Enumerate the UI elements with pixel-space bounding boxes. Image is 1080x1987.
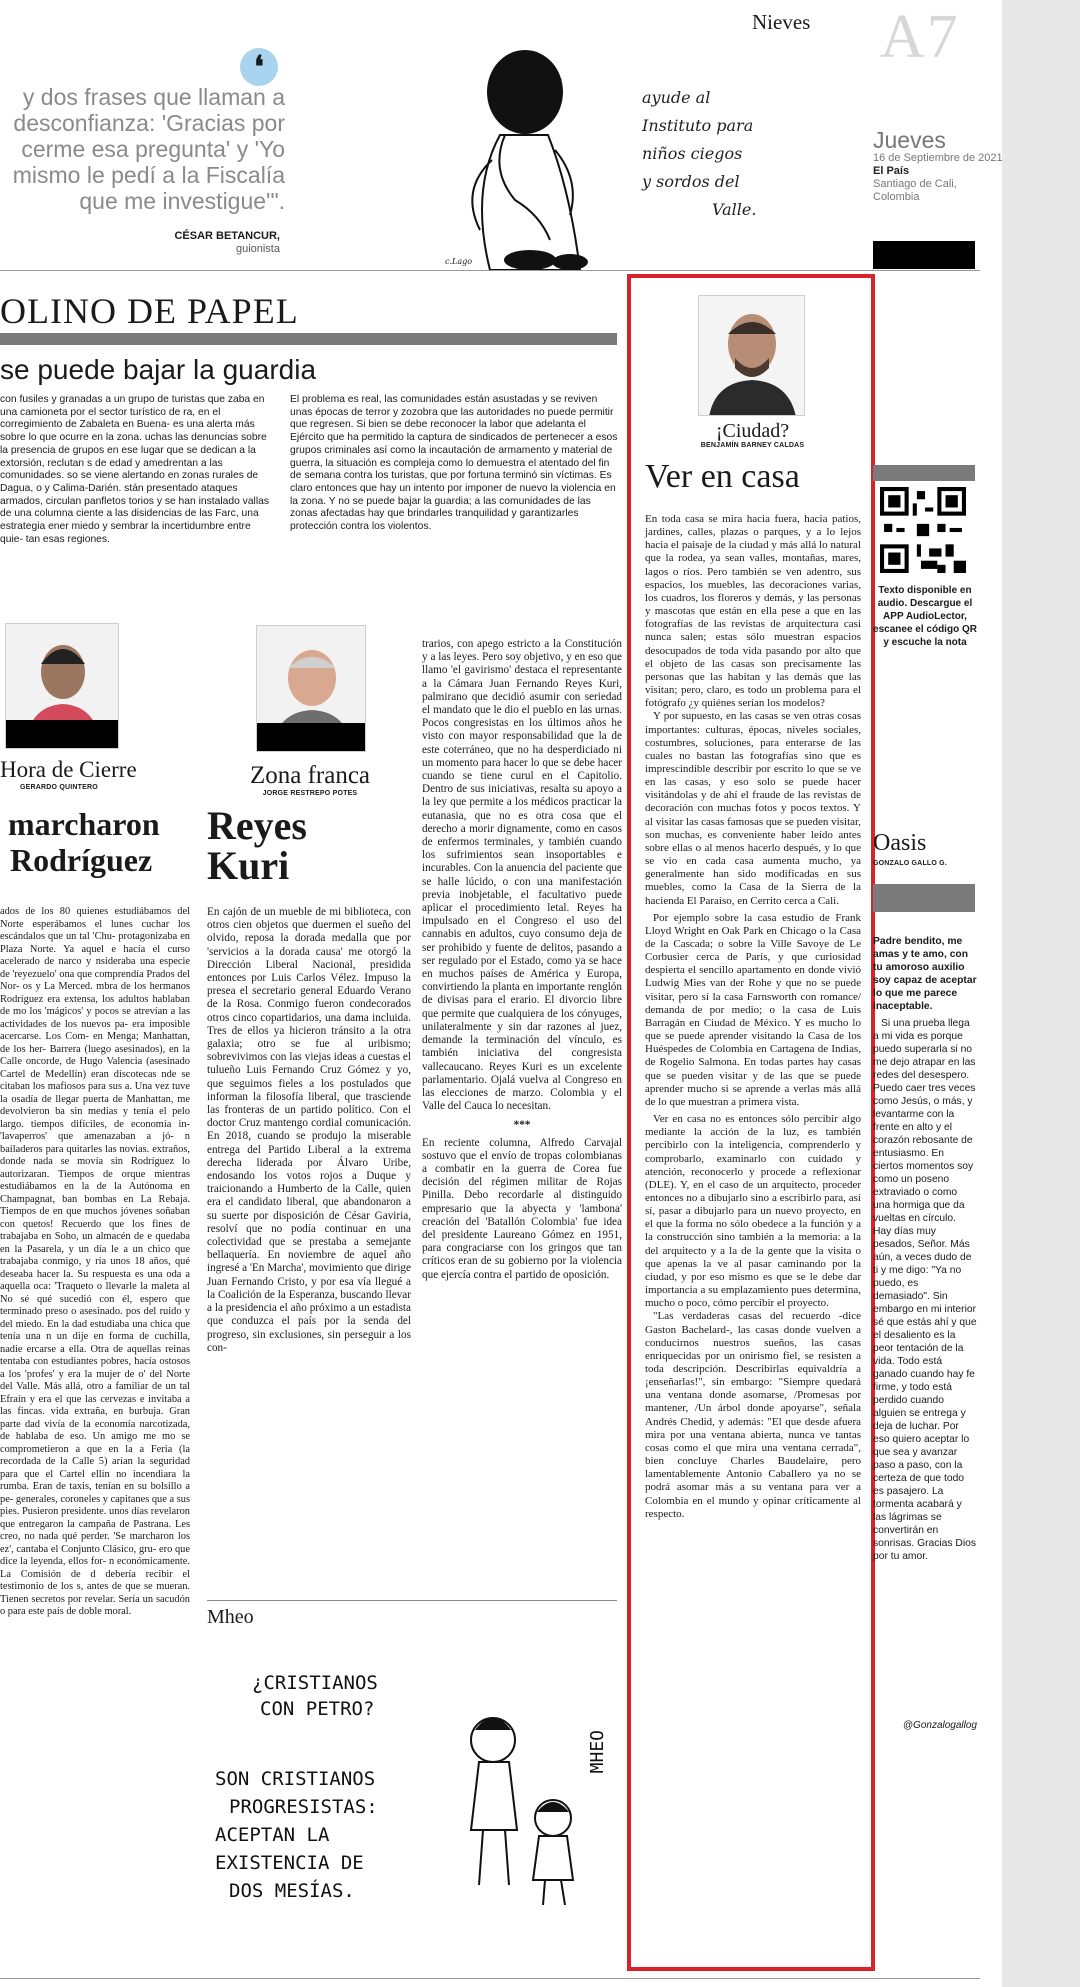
oasis-body: Si una prueba llega a mi vida es porque puedo superarla si no me dejo atrapar en las redes del desespero. Puedo caer tres veces como Jesús, o más, y levantarme con la frente en alto y el corazón rebosante de entusiasmo. En ciertos momentos soy como un poseno extraviado o como una hormiga que da vueltas en círculo. Hay días muy pesados, Señor. Más aún, a veces dudo de ti y me digo: "Ya no puedo, es demasiado". Sin embargo en mi interior sé que estás ahí y que el desaliento es la peor tentación de la vida. Todo está ganado cuando hay fe firme, y todo está perdido cuando alguien se entrega y deja de luchar. Por eso quiero aceptar lo que sea y avanzar paso a paso, con la certeza de que todo es pasajero. La tormenta acabará y las lágrimas se convertirán en sonrisas. Gracias Dios por tu amor. (873, 1018, 977, 1562)
quote-role: guionista (235, 243, 280, 255)
author-photo-quintero (5, 623, 119, 749)
zona-col-b-text: trarios, con apego estricto a la Constitución y a las leyes. Pero soy objetivo, y en eso que llamo 'el gavirismo' destaca el representante a la Cámara Juan Fernando Reyes Kuri, palmirano que decidió asumir con seriedad el mandato que le dio el pueblo en las urnas. Pocos congresistas en los últimos años he visto con mayor responsabilidad que la de este coterráneo, que no ha desperdiciado ni un momento para hacer lo que se debe hacer cuando se tiene curul en el Capitolio. Dentro de sus iniciativas, resalta su apoyo a la ley que permite a los médicos practicar la eutanasia, que no es otra cosa que el derecho a morir dignamente, como en casos de enfermos terminales, y también cuando los sufrimientos sean insoportables e incurables. Con la anuencia del paciente que se halle lúcido, o con una manifestación previa inobjetable, el facultativo puede aplicar el procedimiento letal. Reyes ha impulsado en el Congreso el uso del cannabis en adultos, cuyo consumo deja de ser prohibido y fuente de delitos, pasando a ser regulado por el Estado, como ya se hace en muchos países de América y Europa, convirtiendo la planta en importante renglón de divisas para el erario. El divorcio libre que permite que cualquiera de los cónyuges, unilateralmente y sin dar razones al juez, demande la terminación del vínculo, es también iniciativa del congresista vallecaucano. Reyes Kuri es un excelente parlamentario. Ojalá vuelva al Congreso en las elecciones de marzo. Colombia y el Valle del Cauca lo necesitan. (422, 638, 622, 1113)
cartoon-line: y sordos del (642, 172, 740, 191)
hora-body (0, 906, 190, 1619)
mheo-line: EXISTENCIA DE (215, 1852, 364, 1874)
ciudad-paragraph: Por ejemplo sobre la casa estudio de Frank Lloyd Wright en Oak Park en Chicago o la Casa de la Cascada; o sobre la Ville Savoye de Le Corbusier cerca de París, y que curiosidad despierta el sencillo apartamento en donde vivió Ludwig Mies van der Rohe y que no se puede visitar, pero sí la casa Farnsworth con romance/ demanda de por medio; o la casa de Luis Barragán en Ciudad de México. Y es mucho lo que se puede aprender visitando la Casa de los Huéspedes de Colombia en Cartagena de Indias, de Rogelio Salmona. En todas partes hay casas que se pueden visitar y de las que se puede aprender mucho si se aprende a verlas más allá de lo que muestran a primera vista. (645, 911, 861, 1108)
hora-headline-line: Rodríguez (10, 842, 153, 878)
zona-headline (207, 803, 407, 888)
column-name-hora: Hora de Cierre (0, 757, 137, 782)
date: 16 de Septiembre de 2021 (873, 152, 1003, 164)
molino-right-text: El problema es real, las comunidades están asustadas y se reviven unas épocas de terror y zozobra que las autoridades no puede permitir que regresen. Si bien se debe reconocer la labor que adelanta el Ejército que ha permitido la captura de sindicados de pertenecer a esos grupos criminales así como la incautación de armamento y material de guerra, la situación es compleja como lo demuestra el atentado del fin de semana contra los turistas, que por fortuna terminó sin víctimas. Es claro entonces que hay un intento por imponer de nuevo la violencia en la zona. Y no se puede bajar la guardia; a las comunidades de las zonas afectadas hay que brindarles tranquilidad y garantizarles protección contra los violentos. (290, 394, 618, 533)
zona-col-b2-text: En reciente columna, Alfredo Carvajal sostuvo que el envío de tropas colombianas a combatir en la guerra de Corea fue decisión del régimen militar de Rojas Pinilla. Debo recordarle al distinguido empresario que la abyecta y 'lambona' creación del 'Batallón Colombia' fue idea del presidente Laureano Gómez en 1951, para congraciarse con los gringos que tan críticos eran de su gobierno por la violencia que ejercía contra el partido de oposición. (422, 1136, 622, 1281)
pull-quote-text: y dos frases que llaman a desconfianza: 'Gracias por cerme esa pregunta' y 'Yo mismo le pedí a la Fiscalía que me investigue'". (12, 84, 285, 214)
mheo-question (252, 1670, 378, 1722)
column-author-zona: JORGE RESTREPO POTES (262, 790, 358, 797)
weekday: Jueves (873, 127, 946, 153)
molino-headline: se puede bajar la guardia (0, 354, 317, 385)
top-cartoon (430, 40, 757, 270)
column-name-ciudad: ¡Ciudad? (715, 420, 790, 442)
cartoon-line: niños ciegos (642, 144, 743, 163)
oasis-author: GONZALO GALLO G. (873, 860, 947, 867)
footer-rule (0, 1978, 980, 1979)
qr-code (880, 487, 966, 573)
mheo-figures (457, 1700, 607, 1910)
page-margin (1002, 0, 1080, 1987)
separator: *** (513, 1119, 531, 1132)
quote-icon: ❛ (240, 48, 278, 86)
zona-col-b (422, 638, 622, 1282)
city: Santiago de Cali, Colombia (873, 178, 957, 203)
oasis-title: Oasis (873, 830, 927, 856)
cartoon-child-figure (430, 40, 600, 270)
mheo-line: CON PETRO? (260, 1698, 375, 1720)
date-block (873, 128, 1003, 204)
ciudad-paragraph: En toda casa se mira hacia fuera, hacia patios, jardines, calles, plazas o parques, y a lo lejos hacia el paisaje de la ciudad y más allá lo natural que la rodea, ya sean valles, montañas, mares, lagos o ríos. Pero también se ven adentro, sus espacios, los muebles, las decoraciones varias, los cuadros, los floreros y demás, y las personas y mascotas que están en ella pese a que en las fotografías de las revistas de arquitectura casi nunca salen; estas sólo muestran espacios desocupados de toda vida pasando por alto que el objeto de las casas son precisamente las personas que las habitan y las demás que las visitan; pero, claro, es todo un problema para el fotógrafo ¿y quiénes serían los modelos? (645, 513, 861, 710)
paper-name: El País (873, 165, 910, 177)
section-name: Nieves (752, 10, 811, 34)
qr-caption: Texto disponible en audio. Descargue el APP AudioLector, escanee el código QR y escuche la nota (873, 585, 977, 648)
cartoon-handwriting (642, 84, 842, 224)
mheo-line: DOS MESÍAS. (229, 1880, 355, 1902)
column-name-zona: Zona franca (249, 762, 371, 789)
zona-headline-line: Kuri (207, 843, 290, 888)
ciudad-headline: Ver en casa (645, 458, 800, 495)
hora-body-text: ados de los 80 quienes estudiábamos del Norte esperábamos el lunes cuchar los escándalos que un tal 'Chu- protagonizaba en Plaza Norte. Ya aquel e hacía el curso acelerado de narco y nsideraba una especie de 'reyezuelo' ona que comprendía Prados del Nor- os y La Merced. mbra de los hermanos Rodríguez era extensa, los adultos hablaban de mo los 'mágicos' y pocos se atrevían a las actividades de los nuevos pa- era imposible acercarse. Los Com- en Menga; Manhattan, de los her- Barrera (luego asesinados), en la Calle oncorde, de Hugo Valencia (asesinado Cartel de Medellín) eran discotecas nde se citaban los mafiosos para sus a. Una vez tuve la osadía de llegar puerta de Manhattan, me devolvieron ba sin medias y tenía el pelo largo. tiempos difíciles, de economía in- 'lavaperros' que amenazaban a jó- n bailaderos para quitarles las novias. extraños, donde nada se movía sin Rodríguez lo autorizaran. Tiempos de orque mientras estudiábamos en la de la Autónoma en Champagnat, ban bombas en La Rebaja. Tiempos de en que muchos jóvenes soñaban con quetos! Recuerdo que los fines de trabajaba en Soho, un almacén de e quedaba en la Pasarela, y un día le a un chico que trabajaba conmigo, y ría unos 18 años, qué deseaba hacer la. Su respuesta es una oda a aquella oca: 'Traqueto o llevarle la maleta al No sé qué sucedió con él, espero que terminado preso o asesinado. pos del ruido y del miedo. En la dad estudiaba una chica que tenía una n un dije en forma de cuchilla, nadie ercarse a ella. Otra de aquellas reinas tentaba con estudiantes pobres, hacía ostosos a los 'profes' y era la mujer de o' del Norte del Valle. Más allá, otro a familiar de un tal Efraín y era el que las cervezas e invitaba a las fincas. vida extraña, en burbuja. Gran parte dad vivía de la economía narcotizada, de hablaba de eso. Un amigo me mo se comprometieron a que en la a Feria (la recordada de la Calle 5) arían la seguridad para que el Cartel ellín no incendiara la rumba. Eran de taxis, tenían en su bolsillo a pe- generales, coroneles y capitanes que a sus pies. Pusieron presidente. unos días revelaron que entregaron la campaña de Pastrana. Les creo, no nada qué perder. 'Se marcharon los ez', cantaba el Conjunto Clásico, gru- ero que dice la leyenda, ellos for- n económicamente. La Comisión de d debería recibir el testimonio de los s, antes de que se mueran. Tienen secretos por revelar. Sería un sacudón o para este país de doble moral. (0, 906, 190, 1617)
mheo-signature: MHEO (587, 1730, 608, 1774)
cartoon-line: Instituto para (642, 116, 754, 135)
photo-black-bar (257, 723, 365, 751)
mheo-answer (215, 1765, 378, 1905)
author-photo-restrepo (256, 625, 366, 752)
oasis-handle: @Gonzalogallog (902, 1720, 977, 1731)
cartoon-line: ayude al (642, 88, 711, 107)
page-number: A7 (880, 3, 960, 71)
molino-bar (0, 333, 617, 345)
oasis-lead: Padre bendito, me amas y te amo, con tu amoroso auxilio soy capaz de aceptar lo que me parece inaceptable. (873, 936, 977, 1012)
mheo-line: ¿CRISTIANOS (252, 1672, 378, 1694)
zona-col-a (207, 906, 411, 1355)
molino-right-col (290, 394, 618, 534)
molino-left-col (0, 394, 270, 546)
author-portrait (699, 296, 805, 416)
cartoon-signature: c.Lago (445, 257, 473, 266)
column-author-ciudad: BENJAMÍN BARNEY CALDAS (700, 442, 805, 449)
quote-author: CÉSAR BETANCUR, (174, 230, 280, 242)
molino-left-text: con fusiles y granadas a un grupo de turistas que zaba en una camioneta por el sector turístico de ra, en el corregimiento de Zabaleta en Buena- es una alerta más sobre lo que ocurre en la zona. uchas las denuncias sobre la presencia de grupos en ese lugar que se dedican a la extorsión, reclutan s de edad y amedrentan a las comunidades. so se viene alertando en zonas rurales de Dagua, o y Calima-Darién. stán presentado ataques armados, circulan panfletos torios y se han instalado vallas de una columna ciente a las disidencias de las Farc, una estrategia ener miedo y sembrar la incertidumbre entre quie- tan esas regiones. (0, 394, 270, 545)
column-author-hora: GERARDO QUINTERO (20, 784, 98, 791)
pull-quote (0, 84, 285, 214)
header-black-bar (873, 241, 975, 269)
mheo-rule (207, 1600, 617, 1601)
zona-col-a-text: En cajón de un mueble de mi biblioteca, con otros cien objetos que duermen el sueño del olvido, reposa la dorada medalla que por 'servicios a la dorada causa' me otorgó la Dirección Liberal Nacional, presidida entonces por Luis Carlos Vélez. Impuso la presea el secretario general Eduardo Verano de la Rosa. Conmigo fueron condecorados otros cinco copartidarios, una dama incluida. Tres de ellos ya hicieron tránsito a la otra galaxia; otro se fue al uribismo; sobrevivimos con las viejas ideas a cuestas el tulueño Luis Fernando Cruz Gómez y yo, que seguimos fieles a los postulados que informan la filosofía liberal, que trasciende las fronteras de un partido político. Con el doctor Cruz mantengo cordial comunicación. En 2018, cuando se produjo la miserable entrega del Partido Liberal a la extrema derecha liderada por Álvaro Uribe, endosando los votos rojos a Duque y traicionando a Humberto de la Calle, quien era el candidato liberal, que abandonaron a su suerte por disposición de César Gaviria, resolví que no podía continuar en una colectividad que se prestaba a semejante bellaquería. En noviembre de aquel año ingresé a 'En Marcha', movimiento que dirige Juan Fernando Cristo, y por esa vía llegué a la Coalición de la Esperanza, buscando llevar a la presidencia el año próximo a un estadista que conduzca el país por la senda del progreso, sin exclusiones, sin perseguir a los con- (207, 906, 411, 1354)
hora-headline-line: marcharon (8, 806, 160, 842)
qr-code-icon (880, 487, 966, 573)
photo-black-bar (6, 720, 118, 748)
zona-headline-line: Reyes (207, 803, 307, 848)
ciudad-paragraph: Y por supuesto, en las casas se ven otras cosas importantes: culturas, épocas, niveles sociales, costumbres, soluciones, para enterarse de las cuales no bastan las fotografías sino que es imprescindible describir por escrito lo que se ve en las casas, y eso solo se puede hacer visitándolas y de ahí el fraude de las revistas de decoración con muchas fotos y pocos textos. Y al visitar las casas famosas que se pueden visitar, son muchas, es conveniente haber leído antes sobre ellas o al menos hacerlo después, y lo que se vio en cada casa aumenta mucho, ya generalmente han sido modificadas en sus muebles, como la Casa de la Sierra de la hacienda El Paraíso, en Cerrito cerca a Cali. (645, 710, 861, 907)
ciudad-paragraph: Ver en casa no es entonces sólo percibir algo mediante la acción de la luz, es también percibirlo con la inteligencia, comprenderlo y comprobarlo, examinarlo con cuidado y atención, reconocerlo y procede a reflexionar (DLE). Y, en el caso de un arquitecto, proceder entonces no a dibujarlo sino a escribirlo para, así sí, pasar a dibujarlo para un nuevo proyecto, en el que la forma no sólo obedece a la función y a la construcción sino también a la memoria: a la del arquitecto y a la de la gente que la visita o que apenas la ve al pasar caminando por la ciudad, y por eso mismo es que se le debe dar importancia a su emplazamiento pues determina, mucho o poco, cómo percibir el proyecto. (645, 1113, 861, 1310)
header-rule (0, 270, 980, 271)
strip-bar-1 (873, 465, 975, 481)
hora-headline (0, 806, 190, 878)
author-photo-barney (698, 295, 805, 416)
ciudad-paragraph: "Las verdaderas casas del recuerdo -dice Gaston Bachelard-, las casas donde vuelven a conducirnos nuestros sueños, las casas enriquecidas por un onirismo fiel, se resisten a toda descripción. Describirlas equivaldría a ¡enseñarlas!", sin embargo: "Siempre quedará una ventana donde asomarse, /Promesas por mantener, /Un árbol donde apoyarse", señala Andrés Chedid, y además: "El que desde afuera mira por una ventana abierta, nunca ve tantas cosas como el que mira una ventana cerrada", bien concluye Charles Baudelaire, pero lamentablemente Antonio Caballero ya no se podrá asomar más a su ventana para ver a Colombia en el mundo y opinar críticamente al respecto. (645, 1310, 861, 1520)
mheo-line: PROGRESISTAS: (229, 1796, 378, 1818)
mheo-line: ACEPTAN LA (215, 1824, 330, 1846)
strip-bar-2 (873, 884, 975, 912)
mheo-section: Mheo (207, 1606, 254, 1628)
ciudad-body (645, 513, 861, 1521)
cartoon-line: Valle. (712, 200, 757, 219)
mheo-line: SON CRISTIANOS (215, 1768, 376, 1790)
molino-section-title: OLINO DE PAPEL (0, 291, 299, 331)
mheo-cartoon (207, 1640, 617, 1930)
